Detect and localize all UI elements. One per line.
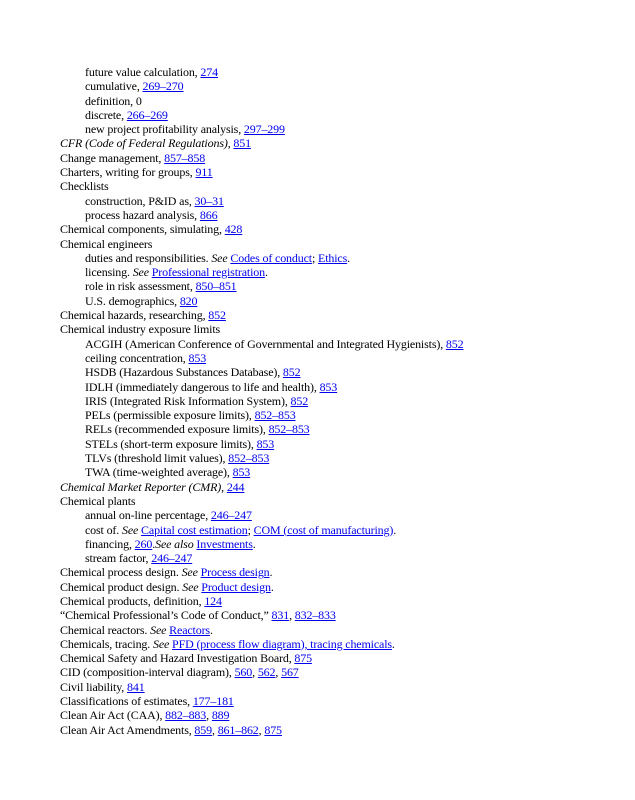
- index-entry: [60, 637, 620, 651]
- index-text: PELs (permissible exposure limits),: [85, 408, 255, 423]
- index-subentry: [60, 523, 620, 537]
- index-text: Chemical industry exposure limits: [60, 322, 221, 337]
- index-link[interactable]: Codes of conduct: [230, 250, 312, 265]
- index-text: Chemical plants: [60, 493, 136, 508]
- index-link[interactable]: 852–853: [228, 451, 270, 466]
- index-text: Checklists: [60, 179, 109, 194]
- index-link[interactable]: 297–299: [243, 122, 285, 137]
- index-link[interactable]: Ethics: [318, 250, 348, 265]
- index-subentry: [60, 351, 620, 365]
- index-text: IDLH (immediately dangerous to life and health),: [85, 379, 320, 394]
- index-text: .: [269, 565, 273, 580]
- index-link[interactable]: 274: [200, 65, 218, 79]
- index-text: ,: [221, 479, 227, 494]
- index-entry: [60, 136, 620, 150]
- index-link[interactable]: 841: [127, 679, 145, 694]
- index-text: HSDB (Hazardous Substances Database),: [85, 365, 283, 380]
- index-text: Clean Air Act Amendments,: [60, 722, 195, 737]
- index-subentry: [60, 508, 620, 522]
- index-entry: [60, 480, 620, 494]
- index-text: U.S. demographics,: [85, 293, 180, 308]
- index-link[interactable]: Capital cost estimation: [141, 522, 248, 537]
- index-text: CID (composition-interval diagram),: [60, 665, 235, 680]
- index-subentry: [60, 394, 620, 408]
- index-link[interactable]: 428: [224, 222, 243, 237]
- index-link[interactable]: 177–181: [192, 694, 234, 709]
- index-subentry: [60, 537, 620, 551]
- index-link[interactable]: 882–883: [165, 708, 207, 723]
- index-text: stream factor,: [85, 551, 152, 566]
- index-text: process hazard analysis,: [85, 207, 200, 222]
- index-link[interactable]: COM (cost of manufacturing): [253, 522, 394, 537]
- index-text: ,: [252, 665, 258, 680]
- index-entry: [60, 165, 620, 179]
- index-link[interactable]: 851: [233, 136, 251, 151]
- index-text: .: [270, 579, 274, 594]
- index-text: Clean Air Act (CAA),: [60, 708, 166, 723]
- index-entry: [60, 222, 620, 236]
- index-text: cost of.: [85, 522, 122, 537]
- index-entry: [60, 322, 620, 336]
- index-entry: [60, 565, 620, 579]
- index-text: future value calculation,: [85, 65, 201, 79]
- index-subentry: [60, 408, 620, 422]
- index-link[interactable]: 244: [226, 479, 245, 494]
- index-subentry: [60, 251, 620, 265]
- index-entry: [60, 151, 620, 165]
- index-link[interactable]: 260: [134, 536, 153, 551]
- index-entry: [60, 608, 620, 622]
- index-text: ;: [311, 250, 319, 265]
- index-subentry: [60, 265, 620, 279]
- index-italic-text: CFR (Code of Federal Regulations): [60, 136, 228, 151]
- index-text: IRIS (Integrated Risk Information System),: [85, 393, 291, 408]
- index-link[interactable]: 30–31: [194, 193, 224, 208]
- index-text: financing,: [85, 536, 135, 551]
- index-text: RELs (recommended exposure limits),: [85, 422, 269, 437]
- index-text: Chemical hazards, researching,: [60, 308, 209, 323]
- index-link[interactable]: 850–851: [195, 279, 237, 294]
- index-link[interactable]: 911: [195, 165, 213, 180]
- index-text: .: [209, 622, 213, 637]
- index-italic-text: See: [181, 565, 198, 580]
- index-text: role in risk assessment,: [85, 279, 196, 294]
- index-text: Chemical products, definition,: [60, 593, 205, 608]
- index-text: definition, 0: [85, 93, 142, 108]
- index-entry: [60, 651, 620, 665]
- index-link[interactable]: 560: [234, 665, 253, 680]
- index-text: ceiling concentration,: [85, 350, 189, 365]
- index-text: “Chemical Professional’s Code of Conduct,”: [60, 608, 272, 623]
- index-entry: [60, 308, 620, 322]
- index-text: Chemical product design.: [60, 579, 183, 594]
- index-text: Classifications of estimates,: [60, 694, 193, 709]
- index-subentry: [60, 194, 620, 208]
- index-text: Chemical process design.: [60, 565, 182, 580]
- index-entry: [60, 694, 620, 708]
- index-link[interactable]: 820: [179, 293, 198, 308]
- index-link[interactable]: 859: [194, 722, 212, 737]
- index-link[interactable]: 124: [204, 593, 222, 608]
- index-link[interactable]: 852: [290, 393, 309, 408]
- index-text: Chemical engineers: [60, 236, 153, 251]
- index-link[interactable]: 875: [294, 651, 312, 666]
- index-link[interactable]: Professional registration: [151, 265, 265, 280]
- index-text: ;: [247, 522, 254, 537]
- index-text: ,: [289, 608, 295, 623]
- index-italic-text: See also: [155, 536, 194, 551]
- index-link[interactable]: Process design: [200, 565, 270, 580]
- index-subentry: [60, 337, 620, 351]
- index-text: .: [347, 250, 350, 265]
- index-text: ,: [258, 722, 265, 737]
- index-text: Chemical components, simulating,: [60, 222, 225, 237]
- index-text: ACGIH (American Conference of Governmental and Integrated Hygienists),: [85, 336, 446, 351]
- index-link[interactable]: 266–269: [126, 107, 168, 122]
- index-subentry: [60, 208, 620, 222]
- index-text: new project profitability analysis,: [85, 122, 244, 137]
- index-subentry: [60, 279, 620, 293]
- index-text: ,: [211, 722, 218, 737]
- index-link[interactable]: Investments: [196, 536, 253, 551]
- index-text: ,: [206, 708, 212, 723]
- index-link[interactable]: 246–247: [151, 551, 193, 566]
- index-text: discrete,: [85, 107, 127, 122]
- index-entry: [60, 708, 620, 722]
- index-subentry: [60, 365, 620, 379]
- index-subentry: [60, 79, 620, 93]
- index-entry: [60, 623, 620, 637]
- index-link[interactable]: 889: [211, 708, 230, 723]
- index-link[interactable]: Reactors: [169, 622, 210, 637]
- index-subentry: [60, 380, 620, 394]
- index-entry: [60, 237, 620, 251]
- index-entry: [60, 580, 620, 594]
- index-subentry: [60, 294, 620, 308]
- index-link[interactable]: 852: [282, 365, 301, 380]
- index-link[interactable]: Product design: [201, 579, 271, 594]
- index-text: TWA (time-weighted average),: [85, 465, 233, 480]
- index-italic-text: See: [152, 636, 170, 651]
- index-text: ,: [275, 665, 282, 680]
- index-link[interactable]: 866: [199, 207, 218, 222]
- index-text: .: [393, 522, 397, 537]
- index-link[interactable]: 857–858: [164, 150, 206, 165]
- index-entry: [60, 665, 620, 679]
- index-italic-text: Chemical Market Reporter (CMR): [60, 479, 222, 494]
- index-text: .: [391, 636, 395, 651]
- index-text: .: [264, 265, 268, 280]
- index-link[interactable]: 853: [256, 436, 275, 451]
- index-subentry: [60, 65, 620, 79]
- index-text: construction, P&ID as,: [85, 193, 195, 208]
- index-subentry: [60, 551, 620, 565]
- index-link[interactable]: 853: [319, 379, 338, 394]
- index-subentry: [60, 465, 620, 479]
- index-text: .: [152, 536, 156, 551]
- index-entry: [60, 179, 620, 193]
- index-subentry: [60, 437, 620, 451]
- index-link[interactable]: 269–270: [142, 79, 184, 94]
- index-italic-text: See: [150, 622, 167, 637]
- index-text: Charters, writing for groups,: [60, 165, 196, 180]
- index-text: Chemical reactors.: [60, 622, 151, 637]
- index-entry: [60, 723, 620, 737]
- index-link[interactable]: 853: [232, 465, 251, 480]
- index-page: [60, 65, 620, 737]
- index-text: .: [252, 536, 256, 551]
- index-link[interactable]: 831: [271, 608, 290, 623]
- index-text: Chemicals, tracing.: [60, 636, 153, 651]
- index-link[interactable]: 853: [188, 350, 207, 365]
- index-link[interactable]: 852: [208, 308, 226, 323]
- index-entry: [60, 680, 620, 694]
- index-entry: [60, 494, 620, 508]
- index-link[interactable]: 852–853: [254, 408, 296, 423]
- index-link[interactable]: 562: [257, 665, 276, 680]
- index-text: licensing.: [85, 265, 133, 280]
- index-link[interactable]: 875: [264, 722, 282, 737]
- index-link[interactable]: 246–247: [210, 508, 252, 523]
- index-subentry: [60, 422, 620, 436]
- index-italic-text: See: [182, 579, 199, 594]
- index-link[interactable]: 832–833: [294, 608, 336, 623]
- index-subentry: [60, 94, 620, 108]
- index-link[interactable]: 852–853: [268, 422, 310, 437]
- index-link[interactable]: 567: [281, 665, 299, 680]
- index-text: duties and responsibilities.: [85, 250, 212, 265]
- index-text: Chemical Safety and Hazard Investigation Board,: [60, 651, 295, 666]
- index-italic-text: See: [121, 522, 139, 537]
- index-link[interactable]: 852: [445, 336, 464, 351]
- index-link[interactable]: PFD (process flow diagram), tracing chemicals: [172, 636, 392, 651]
- index-text: STELs (short-term exposure limits),: [85, 436, 257, 451]
- index-text: Change management,: [60, 150, 165, 165]
- index-link[interactable]: 861–862: [217, 722, 259, 737]
- index-text: TLVs (threshold limit values),: [85, 451, 229, 466]
- index-text: annual on-line percentage,: [85, 508, 211, 523]
- index-italic-text: See: [132, 265, 149, 280]
- index-italic-text: See: [211, 250, 228, 265]
- index-subentry: [60, 122, 620, 136]
- index-text: ,: [227, 136, 234, 151]
- index-entry: [60, 594, 620, 608]
- index-text: cumulative,: [85, 79, 143, 94]
- index-subentry: [60, 451, 620, 465]
- index-text: Civil liability,: [60, 679, 128, 694]
- index-subentry: [60, 108, 620, 122]
